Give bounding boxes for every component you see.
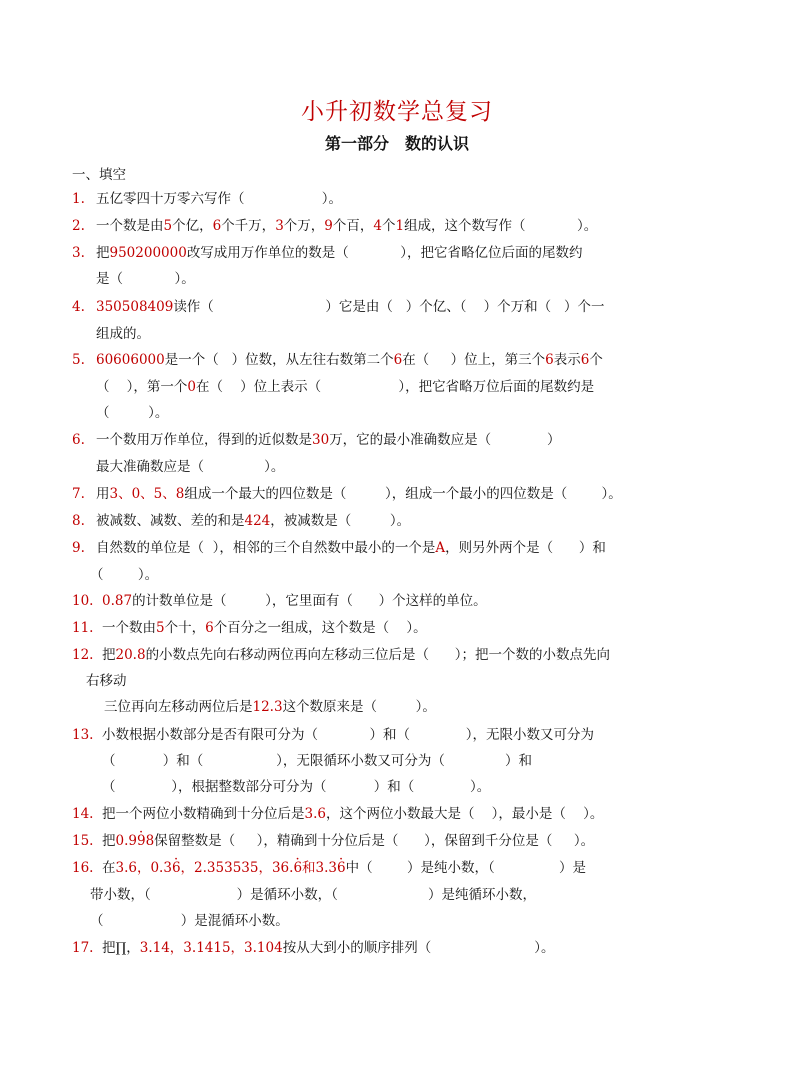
number-value: 3.6 [304, 806, 326, 822]
question-number: 4. [72, 299, 85, 315]
question-7 [72, 485, 622, 503]
question-8 [72, 512, 410, 530]
number-value: 60606000 [96, 352, 165, 368]
question-number: 1. [72, 191, 85, 207]
question-16 [72, 859, 586, 877]
question-text: 一个数由 [102, 620, 156, 636]
number-value: 5 [163, 218, 173, 234]
number-value: 3.14，3.1415，3.104 [139, 940, 283, 956]
question-text: 在 [102, 860, 116, 876]
number-value: 8 [145, 833, 155, 849]
question-text: 把∏， [102, 940, 140, 956]
question-number: 17. [72, 940, 94, 956]
question-text: 小数根据小数部分是否有限可分为（ ）和（ ），无限小数又可分为 [102, 727, 595, 743]
question-text: 在（ ）位上，第三个 [402, 352, 546, 368]
question-number: 2. [72, 218, 85, 234]
question-text: 个百分之一组成，这个数是（ ）。 [213, 620, 427, 636]
question-4-continued: 组成的。 [96, 326, 150, 342]
number-value: 6 [580, 352, 590, 368]
question-12-continued: 右移动 [86, 673, 127, 689]
question-text: （ ），第一个 [96, 379, 188, 395]
question-text: 把 [102, 833, 116, 849]
question-text: 组成一个最大的四位数是（ ），组成一个最小的四位数是（ ）。 [184, 486, 622, 502]
question-15 [72, 832, 594, 850]
document-title: 小升初数学总复习 [301, 99, 493, 125]
question-number: 11. [72, 620, 94, 636]
question-12 [72, 646, 610, 664]
question-text: 个十， [164, 620, 206, 636]
question-5-continued-2: （ ）。 [96, 405, 169, 421]
question-text: 个亿， [172, 218, 213, 234]
question-9 [72, 539, 606, 557]
question-9-continued: （ ）。 [90, 567, 159, 583]
question-6 [72, 431, 560, 449]
question-12-continued-2 [104, 698, 436, 716]
question-number: 14. [72, 806, 94, 822]
question-10 [72, 592, 487, 610]
number-value: 6 [212, 218, 222, 234]
question-3-continued: 是（ ）。 [96, 271, 195, 287]
number-value: 0.9 [115, 833, 137, 849]
question-number: 5. [72, 352, 85, 368]
question-text: 五亿零四十万零六写作（ ）。 [96, 191, 342, 207]
question-text: 一个数是由 [96, 218, 164, 234]
number-value: A [435, 540, 446, 556]
question-text: 是一个（ ）位数，从左往右数第二个 [164, 352, 394, 368]
question-number: 8. [72, 513, 85, 529]
question-text: ，这个两位小数最大是（ ），最小是（ ）。 [325, 806, 604, 822]
number-value: 424 [244, 513, 271, 529]
repeating-digit: · 6 [172, 860, 181, 876]
question-number: 9. [72, 540, 85, 556]
question-1 [72, 190, 342, 208]
question-number: 16. [72, 860, 94, 876]
question-number: 3. [72, 245, 85, 261]
question-text: 的计数单位是（ ），它里面有（ ）个这样的单位。 [132, 593, 487, 609]
question-text: 一个数用万作单位，得到的近似数是 [96, 432, 312, 448]
question-number: 6. [72, 432, 85, 448]
question-6-continued: 最大准确数应是（ ）。 [96, 459, 285, 475]
question-number: 12. [72, 647, 94, 663]
question-text: 个千万， [221, 218, 276, 234]
section-heading: 一、填空 [72, 167, 126, 183]
question-text: 改写成用万作单位的数是（ ），把它省略亿位后面的尾数约 [186, 245, 583, 261]
number-value: ，2.353535，36. [180, 860, 294, 876]
repeating-digit: · 6 [337, 860, 346, 876]
question-11 [72, 619, 427, 637]
question-text: 个 [381, 218, 396, 234]
question-text: 的小数点先向右移动两位再向左移动三位后是（ ）；把一个数的小数点先向 [145, 647, 611, 663]
question-text: 读作（ ）它是由（ ）个亿、（ ）个万和（ ）个一 [173, 299, 605, 315]
question-text: 把 [96, 245, 110, 261]
number-value: 5 [156, 620, 165, 636]
question-text: 把 [102, 647, 116, 663]
question-5 [72, 351, 603, 369]
question-text: 这个数原来是（ ）。 [282, 699, 436, 715]
number-value: 12.3 [252, 699, 283, 715]
question-text: 自然数的单位是（ ），相邻的三个自然数中最小的一个是 [96, 540, 436, 556]
number-value: 3、0、5、8 [109, 486, 185, 502]
number-value: 0 [187, 379, 197, 395]
question-number: 13. [72, 727, 94, 743]
question-13-continued: （ ）和（ ），无限循环小数又可分为（ ）和 [102, 753, 532, 769]
question-text: 组成，这个数写作（ ）。 [404, 218, 598, 234]
question-5-continued [96, 378, 594, 396]
number-value: 6 [393, 352, 403, 368]
question-text: 个万， [283, 218, 325, 234]
repeating-digit: · 9 [137, 833, 146, 849]
number-value: 350508409 [96, 299, 174, 315]
number-value: 30 [312, 432, 330, 448]
number-value: 6 [545, 352, 554, 368]
number-value: 950200000 [109, 245, 187, 261]
question-16-continued-2: （ ）是混循环小数。 [90, 913, 289, 929]
number-value: 0.87 [102, 593, 133, 609]
question-text: ，被减数是（ ）。 [270, 513, 411, 529]
question-text: 万，它的最小准确数应是（ ） [329, 432, 561, 448]
question-text: 三位再向左移动两位后是 [104, 699, 253, 715]
question-number: 10. [72, 593, 94, 609]
question-text: 中（ ）是纯小数，（ ）是 [345, 860, 587, 876]
question-13-continued-2: （ ），根据整数部分可分为（ ）和（ ）。 [102, 779, 491, 795]
question-2 [72, 217, 597, 235]
question-text: 按从大到小的顺序排列（ ）。 [282, 940, 555, 956]
number-value: 6 [205, 620, 214, 636]
question-text: 个 [589, 352, 603, 368]
question-text: 在（ ）位上表示（ ），把它省略万位后面的尾数约是 [196, 379, 595, 395]
question-text: 保留整数是（ ），精确到十分位后是（ ），保留到千分位是（ ）。 [154, 833, 595, 849]
question-number: 15. [72, 833, 94, 849]
number-value: 9 [324, 218, 333, 234]
number-value: 3 [275, 218, 284, 234]
question-3 [72, 244, 583, 262]
question-text: 把一个两位小数精确到十分位后是 [102, 806, 305, 822]
question-text: 被减数、减数、差的和是 [96, 513, 245, 529]
document-subtitle: 第一部分 数的认识 [324, 134, 469, 153]
question-text: 用 [96, 486, 110, 502]
question-17 [72, 939, 554, 957]
question-16-continued: 带小数，（ ）是循环小数，（ ）是纯循环小数， [90, 887, 536, 903]
question-14 [72, 805, 603, 823]
repeating-digit: · 6 [293, 860, 302, 876]
question-text: 表示 [553, 352, 581, 368]
number-value: 和3.3 [302, 860, 338, 876]
number-value: 4 [373, 218, 382, 234]
question-text: 个百， [332, 218, 374, 234]
question-text: ，则另外两个是（ ）和 [445, 540, 606, 556]
question-number: 7. [72, 486, 85, 502]
question-13 [72, 726, 594, 744]
question-4 [72, 298, 605, 316]
number-value: 1 [395, 218, 405, 234]
number-value: 3.6，0.3 [115, 860, 172, 876]
number-value: 20.8 [115, 647, 146, 663]
